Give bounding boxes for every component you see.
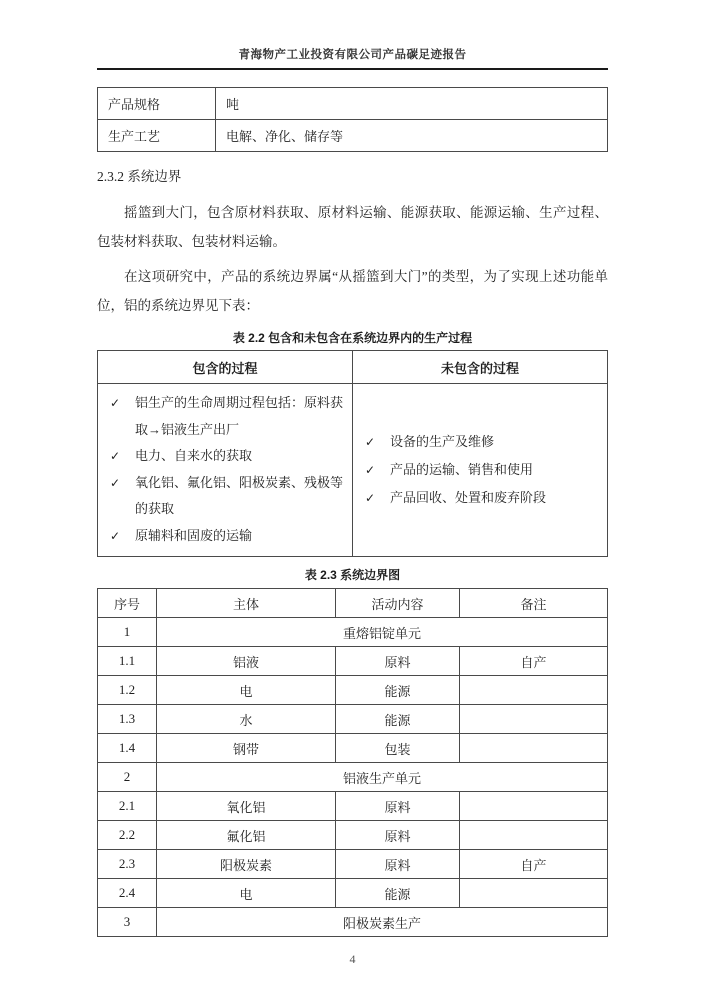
spec-label-cell: 生产工艺 — [98, 120, 216, 152]
report-header-title: 青海物产工业投资有限公司产品碳足迹报告 — [238, 49, 467, 61]
boundary-processes-table — [97, 350, 608, 557]
document-content — [97, 0, 608, 967]
process-text: 铝生产的生命周期过程包括：原料获取→铝液生产出厂 — [135, 395, 344, 437]
list-item — [354, 456, 606, 484]
list-item — [99, 390, 351, 443]
cell-note: 自产 — [460, 647, 608, 676]
process-text: 产品的运输、销售和使用 — [390, 461, 534, 477]
table-row — [98, 647, 608, 676]
cell-activity: 能源 — [336, 676, 460, 705]
cell-subject: 阳极炭素 — [157, 850, 336, 879]
list-item — [354, 484, 606, 512]
system-boundary-table — [97, 588, 608, 937]
checkmark-icon: ✓ — [365, 490, 376, 505]
cell-subject: 铝液 — [157, 647, 336, 676]
table-header-row — [98, 589, 608, 618]
cell-subject: 电 — [157, 676, 336, 705]
table-row — [98, 792, 608, 821]
table-row — [98, 821, 608, 850]
table-2-3-caption: 表 2.3 系统边界图 — [304, 568, 401, 582]
cell-no: 1.4 — [98, 734, 157, 763]
list-item — [99, 523, 351, 550]
column-header-included: 包含的过程 — [98, 351, 353, 384]
column-header-no: 序号 — [98, 589, 157, 618]
column-header-activity: 活动内容 — [336, 589, 460, 618]
cell-activity: 原料 — [336, 792, 460, 821]
table-row — [98, 879, 608, 908]
cell-note — [460, 705, 608, 734]
cell-activity: 包装 — [336, 734, 460, 763]
header-divider — [97, 68, 608, 70]
paragraph: 摇篮到大门，包含原材料获取、原材料运输、能源获取、能源运输、生产过程、包装材料获取、包装材料运输。 — [97, 205, 608, 249]
cell-activity: 原料 — [336, 821, 460, 850]
cell-note: 自产 — [460, 850, 608, 879]
cell-no: 1.2 — [98, 676, 157, 705]
cell-activity: 能源 — [336, 879, 460, 908]
table-row — [98, 618, 608, 647]
checkmark-icon: ✓ — [365, 462, 376, 477]
table-row — [98, 120, 608, 152]
table-row — [98, 705, 608, 734]
process-text: 设备的生产及维修 — [390, 433, 495, 449]
spec-label-cell: 产品规格 — [98, 88, 216, 120]
spec-value-cell: 吨 — [216, 88, 608, 120]
cell-subject: 氧化铝 — [157, 792, 336, 821]
cell-activity: 能源 — [336, 705, 460, 734]
list-item — [99, 443, 351, 470]
table-row — [98, 908, 608, 937]
cell-no: 2.1 — [98, 792, 157, 821]
cell-no: 2.2 — [98, 821, 157, 850]
column-header-subject: 主体 — [157, 589, 336, 618]
product-spec-table-body — [98, 88, 608, 152]
list-item — [354, 428, 606, 456]
spec-value-cell: 电解、净化、储存等 — [216, 120, 608, 152]
excluded-processes-cell — [353, 384, 608, 557]
table-body-row — [98, 384, 608, 557]
cell-activity: 原料 — [336, 647, 460, 676]
cell-subject: 氟化铝 — [157, 821, 336, 850]
table-2-2-caption: 表 2.2 包含和未包含在系统边界内的生产过程 — [232, 331, 473, 345]
system-boundary-table-body — [98, 618, 608, 937]
cell-subject: 钢带 — [157, 734, 336, 763]
cell-subject: 水 — [157, 705, 336, 734]
table-row — [98, 88, 608, 120]
process-text: 氧化铝、氟化铝、阳极炭素、残极等的获取 — [135, 474, 344, 516]
cell-note — [460, 792, 608, 821]
table-row — [98, 676, 608, 705]
checkmark-icon: ✓ — [365, 434, 376, 449]
process-text: 原辅料和固废的运输 — [135, 527, 253, 543]
cell-no: 3 — [98, 908, 157, 937]
table-row — [98, 734, 608, 763]
cell-note — [460, 734, 608, 763]
column-header-note: 备注 — [460, 589, 608, 618]
excluded-process-list — [354, 428, 606, 512]
cell-unit-merged: 铝液生产单元 — [157, 763, 608, 792]
paragraph: 在这项研究中，产品的系统边界属“从摇篮到大门”的类型，为了实现上述功能单位，铝的系统边界见下表： — [97, 269, 608, 313]
cell-unit-merged: 重熔铝锭单元 — [157, 618, 608, 647]
cell-no: 2 — [98, 763, 157, 792]
cell-note — [460, 879, 608, 908]
process-text: 电力、自来水的获取 — [135, 448, 253, 463]
page-number: 4 — [349, 952, 356, 966]
process-text: 产品回收、处置和废弃阶段 — [390, 489, 547, 505]
checkmark-icon: ✓ — [110, 475, 121, 490]
table-header-row — [98, 351, 608, 384]
cell-no: 1 — [98, 618, 157, 647]
cell-note — [460, 676, 608, 705]
cell-no: 2.4 — [98, 879, 157, 908]
column-header-excluded: 未包含的过程 — [353, 351, 608, 384]
cell-note — [460, 821, 608, 850]
section-heading: 2.3.2 系统边界 — [97, 169, 182, 184]
table-row — [98, 850, 608, 879]
checkmark-icon: ✓ — [110, 528, 121, 543]
cell-no: 1.3 — [98, 705, 157, 734]
table-row — [98, 763, 608, 792]
cell-no: 1.1 — [98, 647, 157, 676]
cell-unit-merged: 阳极炭素生产 — [157, 908, 608, 937]
included-process-list — [99, 390, 351, 549]
cell-subject: 电 — [157, 879, 336, 908]
checkmark-icon: ✓ — [110, 396, 121, 410]
cell-activity: 原料 — [336, 850, 460, 879]
checkmark-icon: ✓ — [110, 449, 121, 463]
product-spec-table — [97, 87, 608, 152]
included-processes-cell — [98, 384, 353, 557]
list-item — [99, 470, 351, 523]
cell-no: 2.3 — [98, 850, 157, 879]
